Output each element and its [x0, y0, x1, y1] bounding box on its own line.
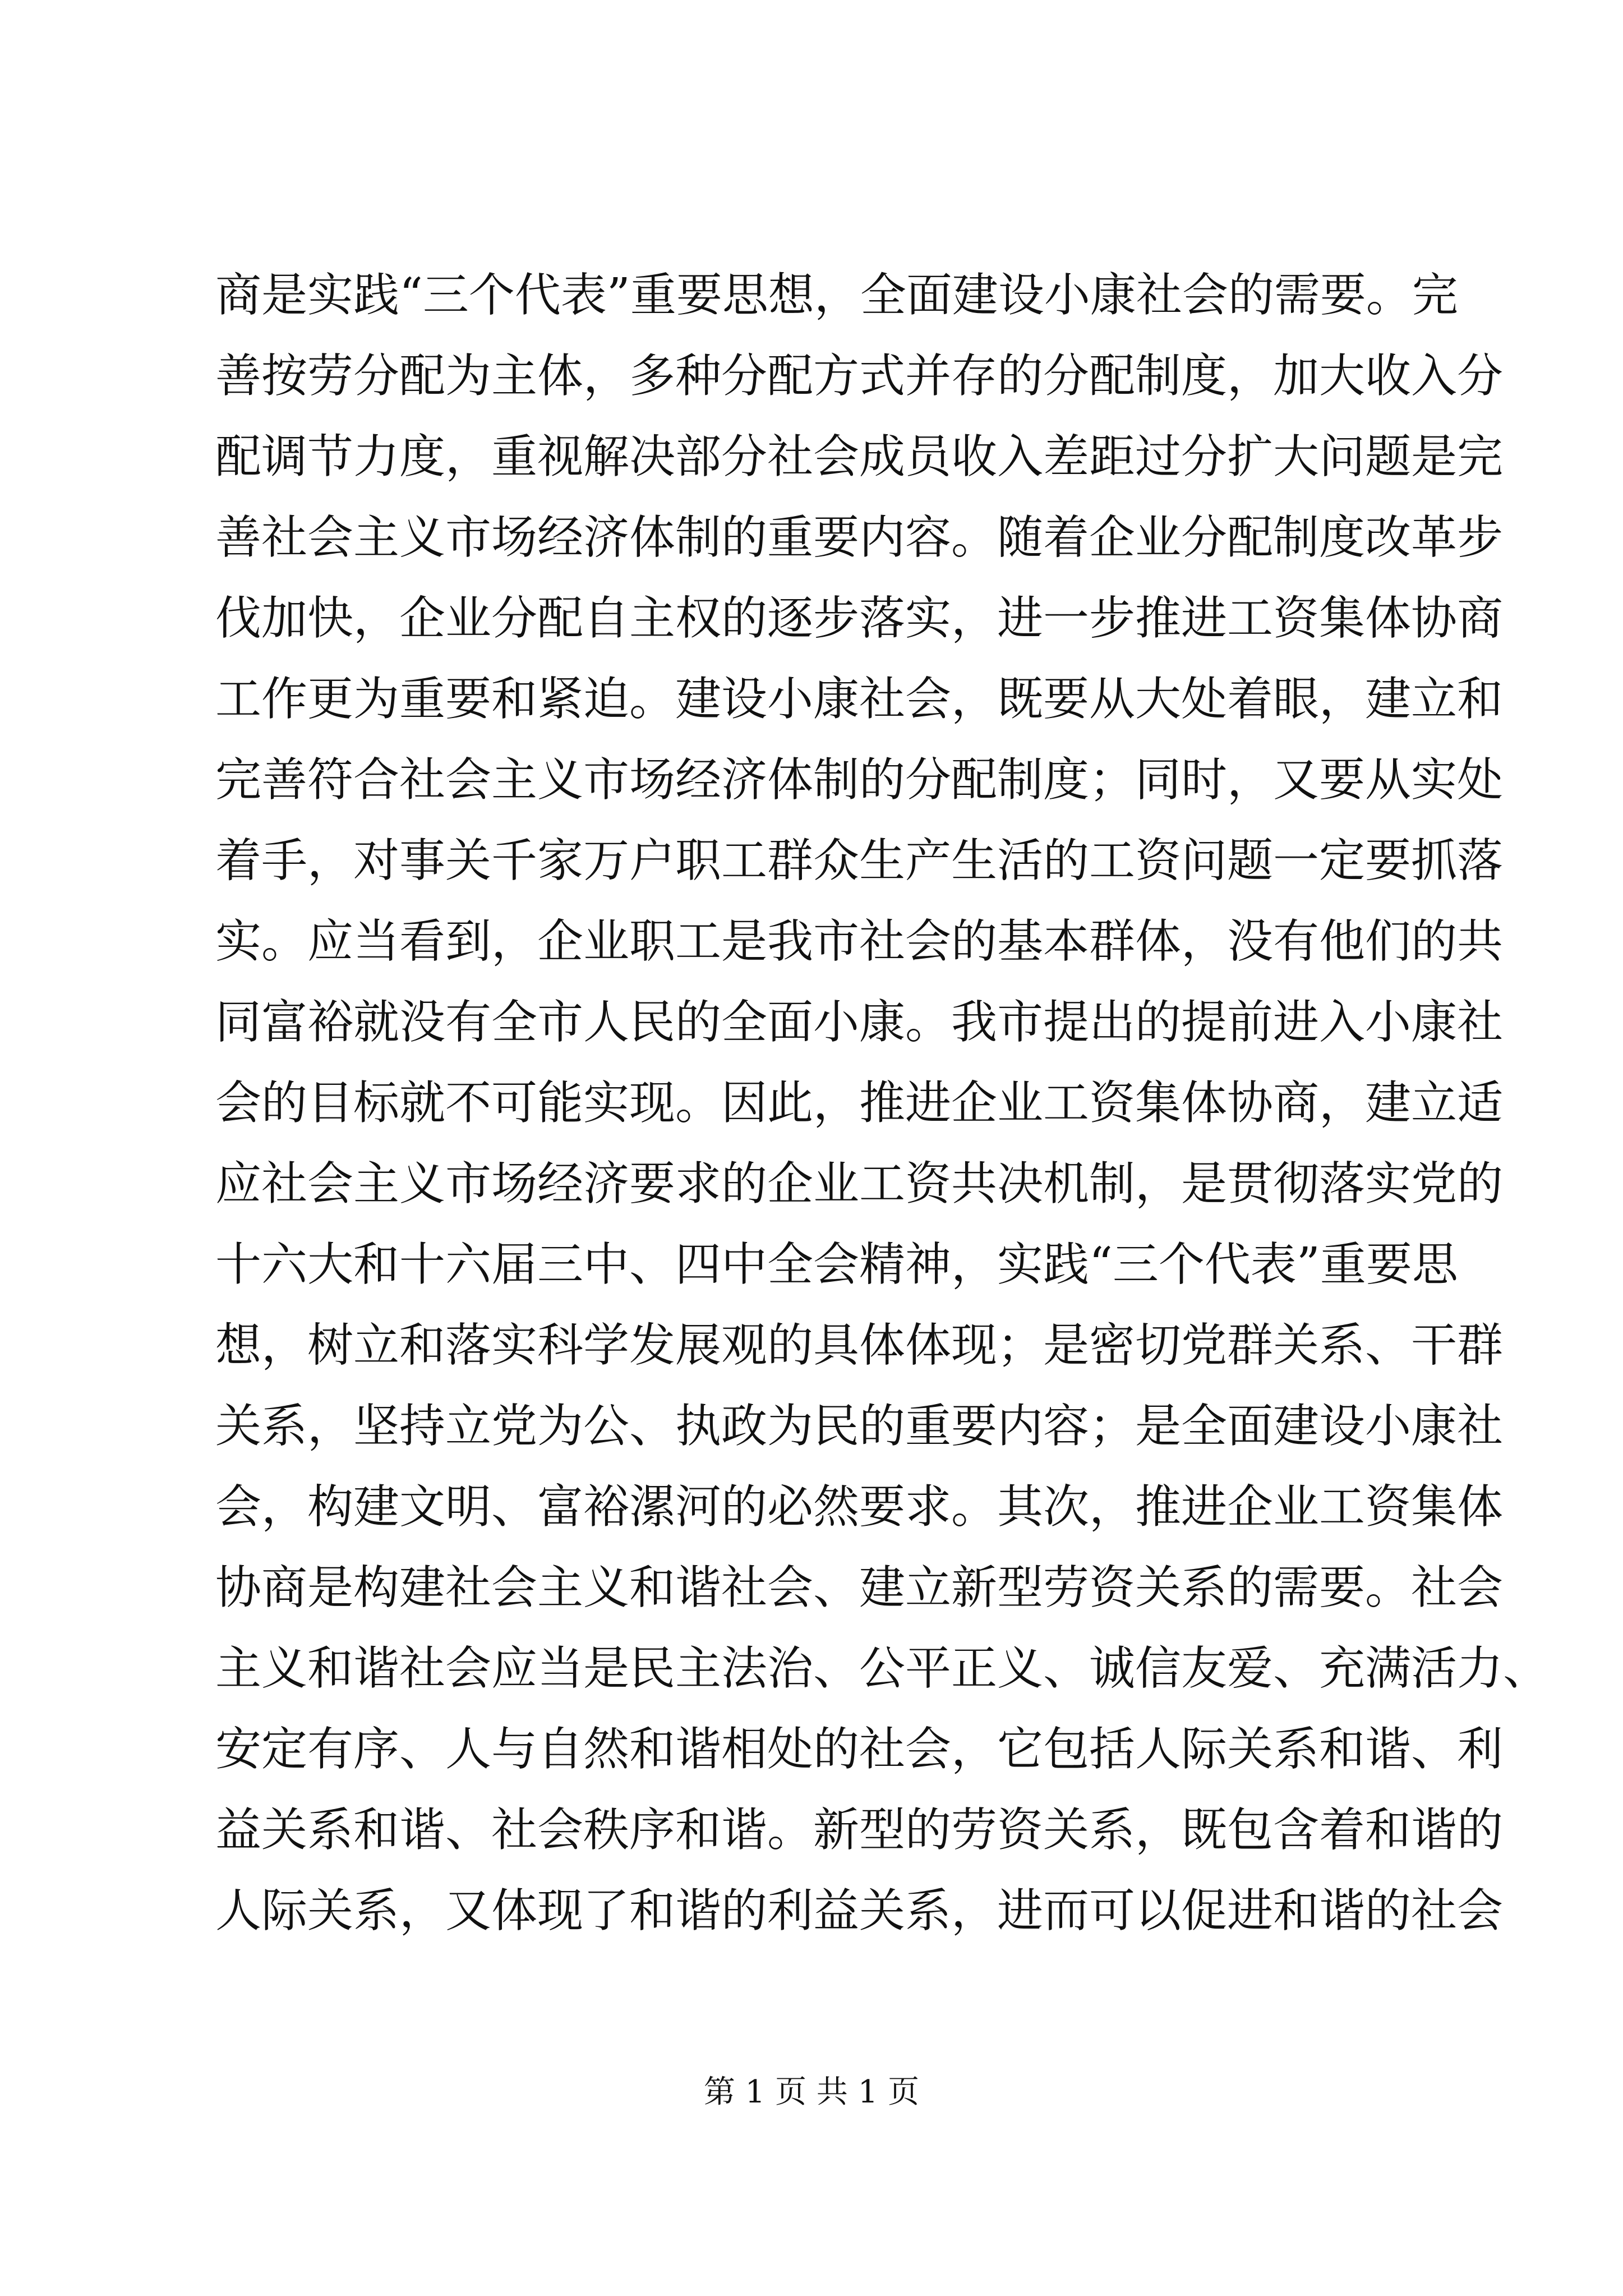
text-line: 益关系和谐、社会秩序和谐。新型的劳资关系，既包含着和谐的 — [215, 1803, 1504, 1857]
text-line: 会，构建文明、富裕漯河的必然要求。其次，推进企业工资集体 — [215, 1480, 1504, 1534]
text-line: 工作更为重要和紧迫。建设小康社会，既要从大处着眼，建立和 — [215, 673, 1504, 726]
body-text — [215, 255, 1550, 1952]
page-footer: 第 1 页 共 1 页 — [703, 2074, 920, 2110]
text-line: 完善符合社会主义市场经济体制的分配制度；同时，又要从实处 — [215, 753, 1504, 807]
text-line: 实。应当看到，企业职工是我市社会的基本群体，没有他们的共 — [215, 915, 1504, 968]
text-line: 会的目标就不可能实现。因此，推进企业工资集体协商，建立适 — [215, 1076, 1504, 1130]
text-line: 安定有序、人与自然和谐相处的社会，它包括人际关系和谐、利 — [215, 1723, 1504, 1776]
text-line: 善社会主义市场经济体制的重要内容。随着企业分配制度改革步 — [215, 511, 1504, 564]
text-line: 善按劳分配为主体，多种分配方式并存的分配制度，加大收入分 — [215, 349, 1504, 403]
text-line: 商是实践“三个代表”重要思想，全面建设小康社会的需要。完 — [215, 269, 1458, 322]
text-line: 人际关系，又体现了和谐的利益关系，进而可以促进和谐的社会 — [215, 1884, 1504, 1938]
text-line: 十六大和十六届三中、四中全会精神，实践“三个代表”重要思 — [215, 1238, 1458, 1291]
text-line: 伐加快，企业分配自主权的逐步落实，进一步推进工资集体协商 — [215, 592, 1504, 645]
text-line: 主义和谐社会应当是民主法治、公平正义、诚信友爱、充满活力、 — [215, 1642, 1550, 1695]
text-line: 着手，对事关千家万户职工群众生产生活的工资问题一定要抓落 — [215, 834, 1504, 887]
text-line: 同富裕就没有全市人民的全面小康。我市提出的提前进入小康社 — [215, 996, 1504, 1049]
text-line: 协商是构建社会主义和谐社会、建立新型劳资关系的需要。社会 — [215, 1561, 1504, 1614]
text-line: 配调节力度，重视解决部分社会成员收入差距过分扩大问题是完 — [215, 430, 1504, 484]
text-line: 关系，坚持立党为公、执政为民的重要内容；是全面建设小康社 — [215, 1400, 1504, 1453]
text-line: 应社会主义市场经济要求的企业工资共决机制，是贯彻落实党的 — [215, 1157, 1504, 1211]
text-line: 想，树立和落实科学发展观的具体体现；是密切党群关系、干群 — [215, 1319, 1504, 1372]
